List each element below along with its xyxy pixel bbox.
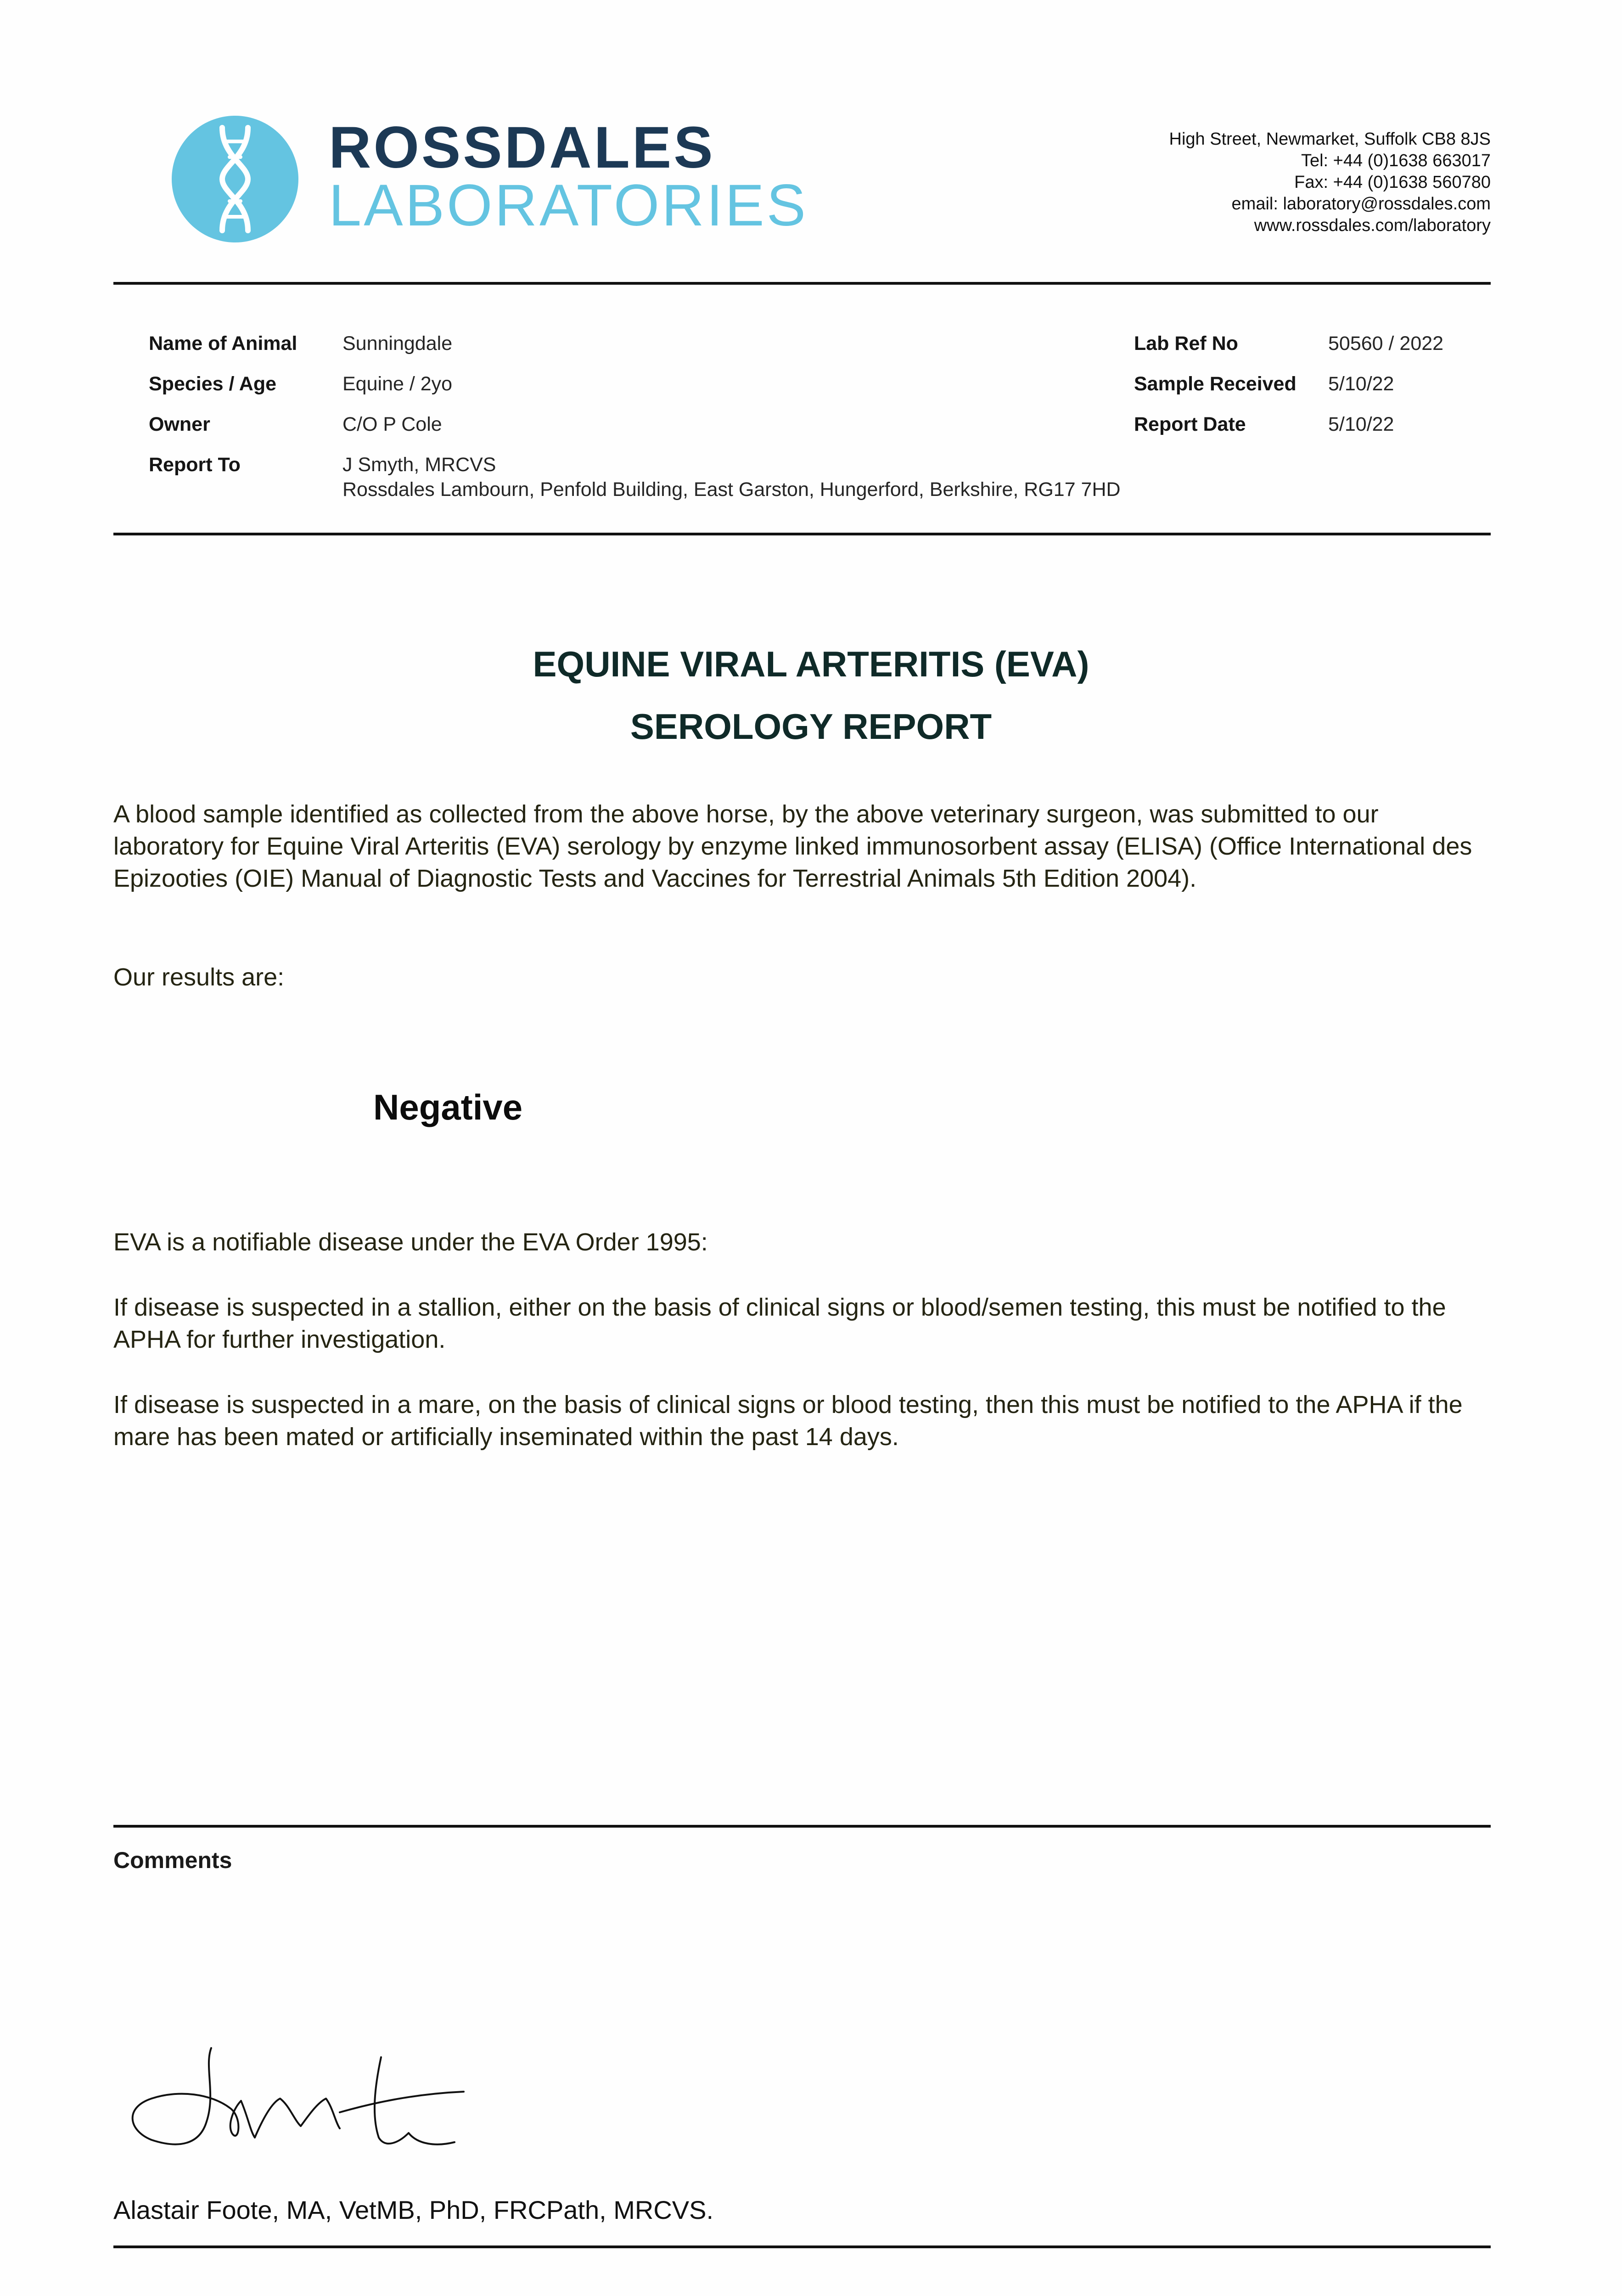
title-line: SEROLOGY REPORT	[630, 706, 992, 747]
fax-line: Fax: +44 (0)1638 560780	[1294, 173, 1491, 192]
test-result: Negative	[373, 1087, 523, 1127]
divider	[113, 533, 1491, 535]
report-to-address: Rossdales Lambourn, Penfold Building, East Garston, Hungerford, Berkshire, RG17 7HD	[342, 478, 1121, 501]
intro-paragraph: A blood sample identified as collected from the above horse, by the above veterinary surgeon, was submitted to our laboratory for Equine Viral Arteritis (EVA) serology by enzyme linked immunosorbent assay (ELISA) (Office International des Epizooties (OIE) Manual of Diagnostic Tests and Vaccines for Terrestrial Animals 5th Edition 2004).	[113, 800, 1472, 892]
brand-subtitle: LABORATORIES	[329, 173, 808, 238]
lab-ref-label: Lab Ref No	[1134, 332, 1238, 355]
results-intro: Our results are:	[113, 963, 285, 991]
sample-received-value: 5/10/22	[1328, 373, 1394, 395]
divider	[113, 282, 1491, 285]
lab-ref-value: 50560 / 2022	[1328, 332, 1444, 355]
report-to-label: Report To	[149, 454, 241, 476]
species-value: Equine / 2yo	[342, 373, 453, 395]
divider	[113, 2245, 1491, 2248]
address-line: High Street, Newmarket, Suffolk CB8 8JS	[1169, 129, 1491, 149]
mare-guidance: If disease is suspected in a mare, on the basis of clinical signs or blood testing, then this must be notified to the APHA if the mare has been mated or artificially inseminated within the past 14 days.	[113, 1391, 1463, 1451]
stallion-guidance: If disease is suspected in a stallion, either on the basis of clinical signs or blood/semen testing, this must be notified to the APHA for further investigation.	[113, 1294, 1446, 1353]
divider	[113, 1825, 1491, 1828]
report-date-value: 5/10/22	[1328, 413, 1394, 435]
notifiable-statement: EVA is a notifiable disease under the EVA Order 1995:	[113, 1228, 708, 1256]
species-label: Species / Age	[149, 373, 277, 395]
website-line: www.rossdales.com/laboratory	[1254, 216, 1491, 235]
signature	[124, 2039, 473, 2158]
report-date-label: Report Date	[1134, 413, 1246, 435]
lab-address-block	[1169, 129, 1491, 236]
dna-helix-icon	[171, 115, 299, 243]
email-line: email: laboratory@rossdales.com	[1231, 194, 1491, 214]
report-to-name: J Smyth, MRCVS	[342, 454, 496, 476]
sample-received-label: Sample Received	[1134, 373, 1296, 395]
name-label: Name of Animal	[149, 332, 297, 355]
comments-heading: Comments	[113, 1847, 232, 1873]
title-line: EQUINE VIRAL ARTERITIS (EVA)	[533, 644, 1089, 684]
owner-value: C/O P Cole	[342, 413, 442, 435]
phone-line: Tel: +44 (0)1638 663017	[1301, 151, 1491, 170]
name-value: Sunningdale	[342, 332, 453, 355]
report-title	[0, 633, 1622, 758]
owner-label: Owner	[149, 413, 210, 435]
signatory-name: Alastair Foote, MA, VetMB, PhD, FRCPath, MRCVS.	[113, 2195, 714, 2224]
brand-name: ROSSDALES	[329, 115, 715, 180]
